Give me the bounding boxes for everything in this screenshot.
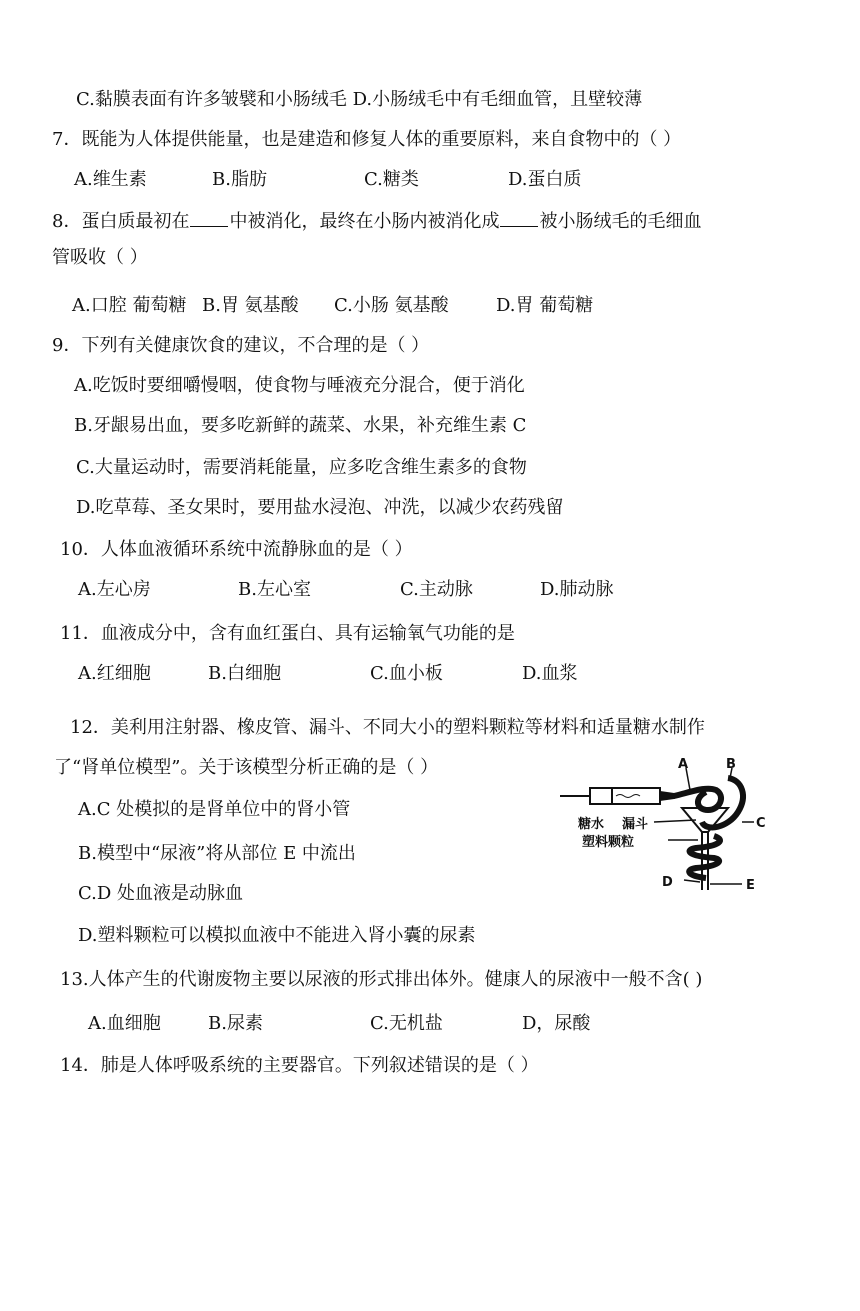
q13-stem: 13.人体产生的代谢废物主要以尿液的形式排出体外。健康人的尿液中一般不含( ) bbox=[60, 969, 703, 990]
q12-option-d: D.塑料颗粒可以模拟血液中不能进入肾小囊的尿素 bbox=[78, 925, 476, 946]
coiled-tube bbox=[689, 836, 720, 878]
q9-option-d: D.吃草莓、圣女果时，要用盐水浸泡、冲洗，以减少农药残留 bbox=[76, 497, 564, 518]
q8-option-c: C.小肠 氨基酸 bbox=[334, 295, 449, 316]
q11-stem: 11．血液成分中，含有血红蛋白、具有运输氧气功能的是 bbox=[60, 623, 515, 644]
q8-blank-2 bbox=[500, 208, 538, 227]
q14-stem: 14．肺是人体呼吸系统的主要器官。下列叙述错误的是（ ） bbox=[60, 1055, 539, 1076]
q11-option-c: C.血小板 bbox=[370, 663, 443, 684]
figure-label-b: B bbox=[726, 757, 736, 772]
q9-stem: 9．下列有关健康饮食的建议，不合理的是（ ） bbox=[52, 335, 430, 356]
q8-option-d: D.胃 葡萄糖 bbox=[496, 295, 594, 316]
q7-option-c: C.糖类 bbox=[364, 169, 419, 190]
q12-stem-line2: 了“肾单位模型”。关于该模型分析正确的是（ ） bbox=[54, 757, 439, 778]
q9-option-a: A.吃饭时要细嚼慢咽，使食物与唾液充分混合，便于消化 bbox=[74, 375, 525, 396]
figure-label-d: D bbox=[662, 875, 673, 890]
figure-label-c: C bbox=[756, 816, 766, 831]
q8-option-a: A.口腔 葡萄糖 bbox=[72, 295, 187, 316]
q8-option-b: B.胃 氨基酸 bbox=[202, 295, 299, 316]
q10-option-d: D.肺动脉 bbox=[540, 579, 614, 600]
q10-option-a: A.左心房 bbox=[78, 579, 151, 600]
q13-option-c: C.无机盐 bbox=[370, 1013, 443, 1034]
q7-stem: 7．既能为人体提供能量，也是建造和修复人体的重要原料，来自食物中的（ ） bbox=[52, 129, 682, 150]
q8-stem-part-b: 中被消化，最终在小肠内被消化成 bbox=[229, 211, 500, 232]
figure-caption-sugar-water: 糖水 bbox=[578, 817, 605, 832]
q13-option-d: D，尿酸 bbox=[522, 1013, 591, 1034]
q7-option-a: A.维生素 bbox=[74, 169, 147, 190]
figure-label-a: A bbox=[678, 757, 689, 772]
q13-option-a: A.血细胞 bbox=[88, 1013, 161, 1034]
q10-option-c: C.主动脉 bbox=[400, 579, 473, 600]
q12-option-a: A.C 处模拟的是肾单位中的肾小管 bbox=[78, 799, 351, 820]
kidney-model-figure bbox=[556, 756, 772, 898]
q10-stem: 10．人体血液循环系统中流静脉血的是（ ） bbox=[60, 539, 413, 560]
q12-stem-line1: 12．美利用注射器、橡皮管、漏斗、不同大小的塑料颗粒等材料和适量糖水制作 bbox=[70, 717, 705, 738]
q11-option-d: D.血浆 bbox=[522, 663, 578, 684]
figure-label-e: E bbox=[746, 878, 755, 893]
figure-caption-plastic-particles: 塑料颗粒 bbox=[582, 835, 635, 850]
q9-option-c: C.大量运动时，需要消耗能量，应多吃含维生素多的食物 bbox=[76, 457, 527, 478]
q9-option-b: B.牙龈易出血，要多吃新鲜的蔬菜、水果，补充维生素 C bbox=[74, 415, 527, 436]
figure-caption-funnel: 漏斗 bbox=[622, 817, 649, 832]
q12-option-b: B.模型中“尿液”将从部位 E 中流出 bbox=[78, 843, 356, 864]
q6-options-cont: C.黏膜表面有许多皱襞和小肠绒毛 D.小肠绒毛中有毛细血管，且壁较薄 bbox=[76, 89, 643, 110]
q10-option-b: B.左心室 bbox=[238, 579, 311, 600]
q13-option-b: B.尿素 bbox=[208, 1013, 263, 1034]
q8-stem-part-c: 被小肠绒毛的毛细血 bbox=[539, 211, 702, 232]
q12-option-c: C.D 处血液是动脉血 bbox=[78, 883, 244, 904]
q8-stem-line2: 管吸收（ ） bbox=[52, 247, 148, 268]
q7-option-b: B.脂肪 bbox=[212, 169, 267, 190]
syringe-icon bbox=[560, 788, 674, 804]
rubber-tube-a bbox=[674, 789, 721, 810]
q8-blank-1 bbox=[190, 208, 228, 227]
q8-stem bbox=[52, 208, 701, 234]
q8-stem-part-a: 8．蛋白质最初在 bbox=[52, 211, 190, 232]
q11-option-a: A.红细胞 bbox=[78, 663, 151, 684]
q7-option-d: D.蛋白质 bbox=[508, 169, 582, 190]
q11-option-b: B.白细胞 bbox=[208, 663, 281, 684]
